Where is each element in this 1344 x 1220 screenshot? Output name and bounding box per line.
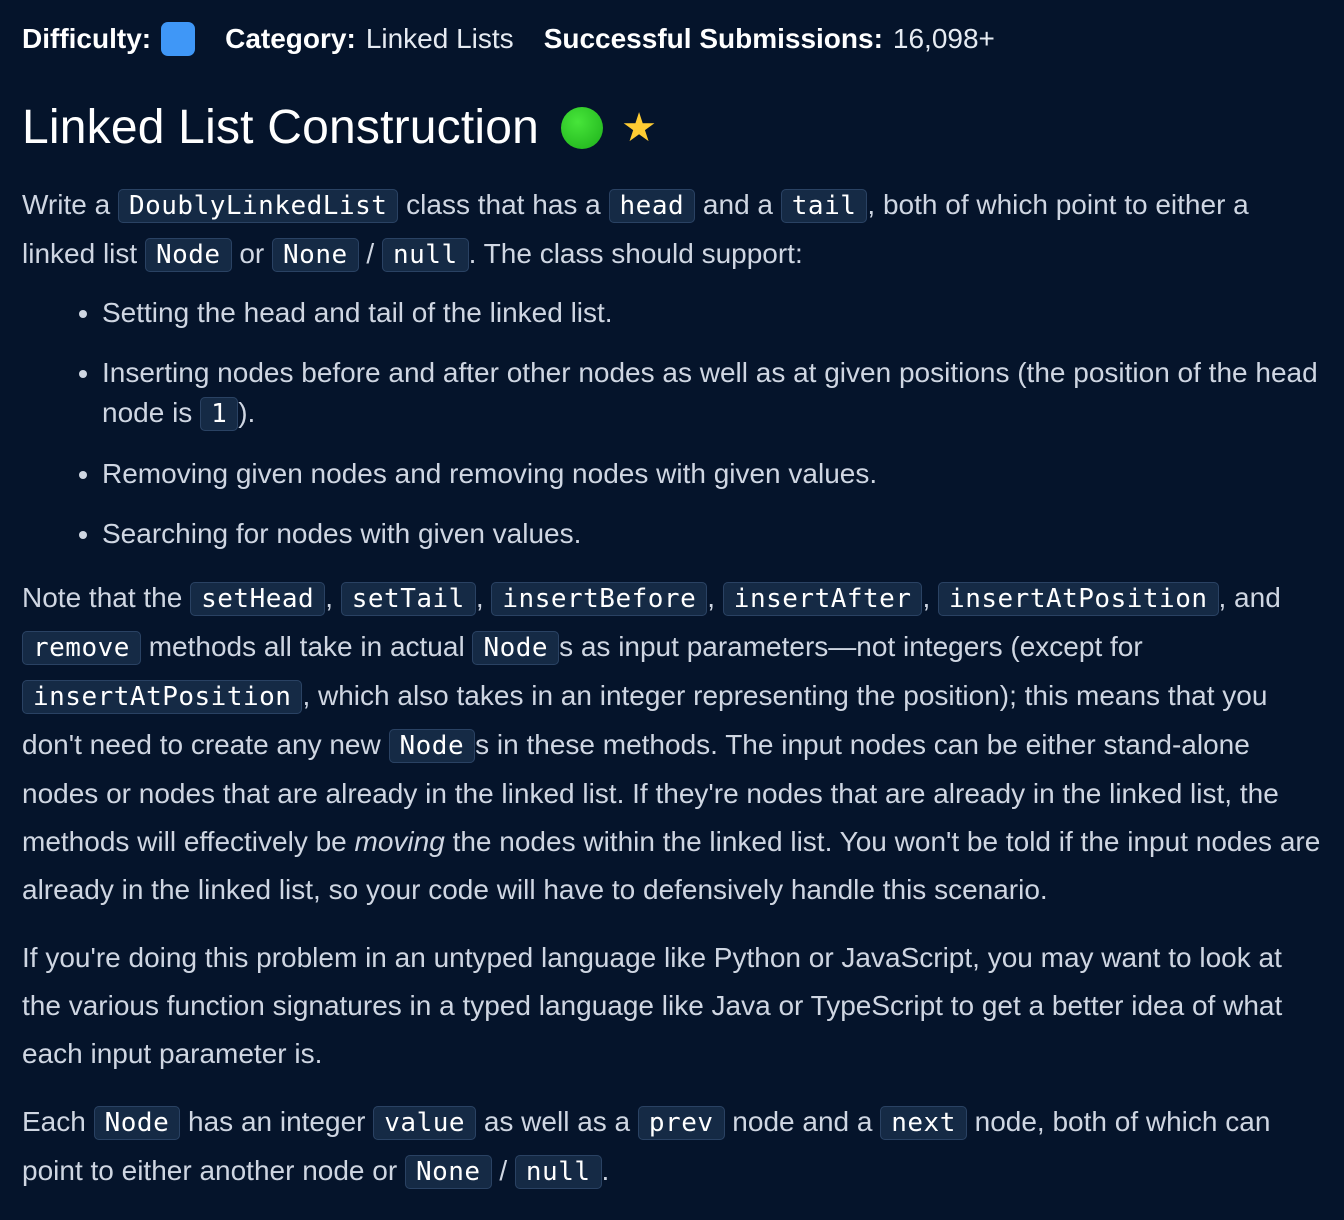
note-text: s as input parameters—not integers (except for [559, 631, 1143, 662]
node-text: node and a [724, 1106, 881, 1137]
code-none: None [405, 1155, 492, 1189]
code-settail: setTail [341, 582, 476, 616]
list-item-text: Inserting nodes before and after other nodes as well as at given positions (the position of the head node is [102, 357, 1318, 428]
category-label: Category: [225, 23, 356, 54]
code-node: Node [472, 631, 559, 665]
intro-text: and a [695, 189, 781, 220]
code-remove: remove [22, 631, 141, 665]
list-item: • Searching for nodes with given values. [102, 514, 1322, 554]
note-text: Note that the [22, 582, 191, 613]
code-sethead: setHead [190, 582, 325, 616]
node-paragraph [22, 1098, 1322, 1196]
code-insertbefore: insertBefore [491, 582, 707, 616]
code-value: value [373, 1106, 476, 1140]
requirements-list [22, 293, 1322, 554]
note-text: the nodes within the linked list. You won't be told if the input nodes are already in the linked list, so your code will have to defensively handle this scenario. [22, 826, 1321, 905]
note-text: , which also takes in an integer representing the position); this means that you don't need to create any new [22, 680, 1268, 760]
code-prev: prev [638, 1106, 725, 1140]
intro-text: / [358, 238, 382, 269]
note-text: s in these methods. The input nodes can be either stand-alone nodes or nodes that are already in the linked list. If they're nodes that are already in the linked list, the methods will effectively be [22, 729, 1279, 857]
untyped-paragraph: If you're doing this problem in an untyped language like Python or JavaScript, you may want to look at the various function signatures in a typed language like Java or TypeScript to get a better idea of what each input parameter is. [22, 942, 1283, 1069]
code-null: null [515, 1155, 602, 1189]
intro-text: , both of which point to either a linked list [22, 189, 1249, 269]
code-node: Node [389, 729, 476, 763]
code-none: None [272, 238, 359, 272]
problem-meta [22, 14, 1322, 64]
code-node: Node [145, 238, 232, 272]
submissions-label: Successful Submissions: [543, 23, 883, 54]
problem-title [22, 100, 1322, 155]
code-null: null [382, 238, 469, 272]
note-text: , [475, 582, 492, 613]
list-item-text: ). [238, 397, 256, 428]
code-insertatposition: insertAtPosition [938, 582, 1218, 616]
note-text: , [325, 582, 341, 613]
code-head: head [609, 189, 696, 223]
code-insertafter: insertAfter [723, 582, 923, 616]
code-one: 1 [200, 397, 238, 431]
note-text: methods all take in actual [140, 631, 473, 662]
intro-text: class that has a [398, 189, 609, 220]
completed-status-icon [561, 107, 603, 149]
code-insertatposition: insertAtPosition [22, 680, 302, 714]
note-paragraph [22, 574, 1322, 914]
star-icon[interactable]: ★ [621, 105, 658, 150]
note-text: , and [1218, 582, 1281, 613]
list-item [102, 353, 1322, 434]
emphasis-moving: moving [354, 826, 445, 857]
node-text: node, both of which can point to either another node or [22, 1106, 1271, 1186]
note-text: , [922, 582, 939, 613]
intro-text: Write a [22, 189, 118, 220]
difficulty-label: Difficulty: [22, 23, 152, 54]
list-item: • Setting the head and tail of the linked list. [102, 293, 1322, 333]
list-item: • Removing given nodes and removing nodes with given values. [102, 454, 1322, 494]
code-next: next [880, 1106, 967, 1140]
node-text: . [601, 1155, 610, 1186]
problem-title-text: Linked List Construction [22, 101, 540, 154]
difficulty-icon [161, 22, 195, 56]
intro-text: or [231, 238, 273, 269]
intro-paragraph [22, 181, 1322, 279]
code-doublylinkedlist: DoublyLinkedList [118, 189, 398, 223]
node-text: Each [22, 1106, 94, 1137]
category-value: Linked Lists [365, 23, 514, 54]
code-tail: tail [781, 189, 868, 223]
code-node: Node [94, 1106, 181, 1140]
node-text: as well as a [476, 1106, 638, 1137]
note-text: , [707, 582, 723, 613]
node-text: has an integer [180, 1106, 374, 1137]
node-text: / [491, 1155, 515, 1186]
submissions-value: 16,098+ [892, 23, 995, 54]
intro-text: . The class should support: [468, 238, 803, 269]
